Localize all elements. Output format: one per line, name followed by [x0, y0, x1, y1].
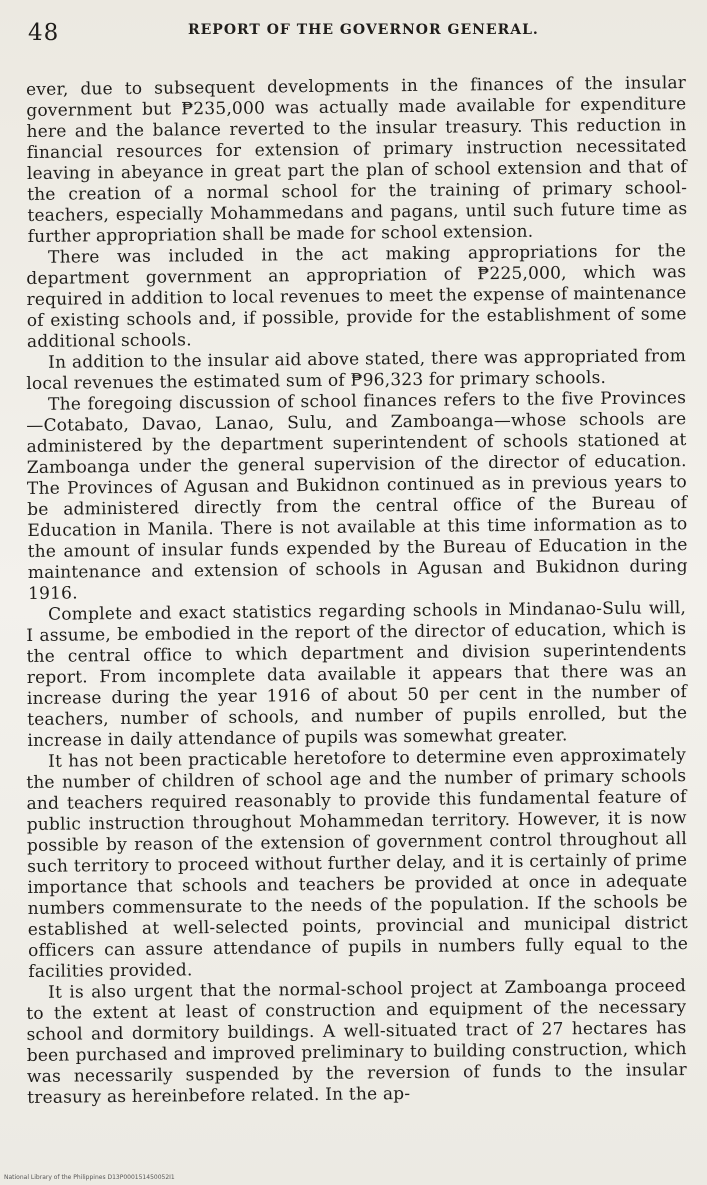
paragraph: In addition to the insular aid above stated, there was appropriated from local revenues the estimated sum of ₱96,323 for primary schools.	[26, 346, 687, 394]
paragraph: Complete and exact statistics regarding schools in Mindanao-Sulu will, I assume, be embodied in the report of the director of education, which is the central office to which department and division superintendents report. From incomplete data available it appears that there was an increase during the year 1916 of about 50 per cent in the number of teachers, number of schools, and number of pupils enrolled, but the increase in daily attendance of pupils was somewhat greater.	[26, 598, 688, 751]
paragraph: ever, due to subsequent developments in the finances of the insular government but ₱235,000 was actually made available for expenditure here and the balance reverted to the insular treasury. This reduction in financial resources for extension of primary instruction necessitated leaving in abeyance in great part the plan of school extension and that of the creation of a normal school for the training of primary school-teachers, especially Mohammedans and pagans, until such future time as further appropriation shall be made for school extension.	[26, 73, 688, 247]
page-number: 48	[28, 20, 60, 46]
paragraph: There was included in the act making appropriations for the department government an appropriation of ₱225,000, which was required in addition to local revenues to meet the expense of maintenance of existing schools and, if possible, provide for the establishment of some additional schools.	[26, 241, 687, 352]
paragraph: It has not been practicable heretofore to determine even approximately the number of children of school age and the number of primary schools and teachers required reasonably to provide this fundamental feature of public instruction throughout Mohammedan territory. However, it is now possible by reason of the extension of government control throughout all such territory to proceed without further delay, and it is certainly of prime importance that schools and teachers be provided at once in adequate numbers commensurate to the needs of the population. If the schools be established at well-selected points, provincial and municipal district officers can assure attendance of pupils in numbers fully equal to the facilities provided.	[26, 745, 689, 982]
paragraph: It is also urgent that the normal-school project at Zamboanga proceed to the extent at least of construction and equipment of the necessary school and dormitory buildings. A well-situated tract of 27 hectares has been purchased and improved preliminary to building construction, which was necessarily suspended by the reversion of funds to the insular treasury as hereinbefore related. In the ap-	[26, 976, 688, 1108]
page-header	[18, 14, 693, 50]
paragraph: The foregoing discussion of school finances refers to the five Provinces—Cotabato, Davao, Lanao, Sulu, and Zamboanga—whose schools are administered by the department superintendent of schools stationed at Zamboanga under the general supervision of the director of education. The Provinces of Agusan and Bukidnon continued as in previous years to be administered directly from the central office of the Bureau of Education in Manila. There is not available at this time information as to the amount of insular funds expended by the Bureau of Education in the maintenance and extension of schools in Agusan and Bukidnon during 1916.	[26, 388, 688, 604]
scan-source-footer: National Library of the Philippines D13P000151450052I1	[4, 1174, 175, 1181]
running-head: REPORT OF THE GOVERNOR GENERAL.	[188, 22, 539, 38]
document-body	[26, 73, 689, 1109]
